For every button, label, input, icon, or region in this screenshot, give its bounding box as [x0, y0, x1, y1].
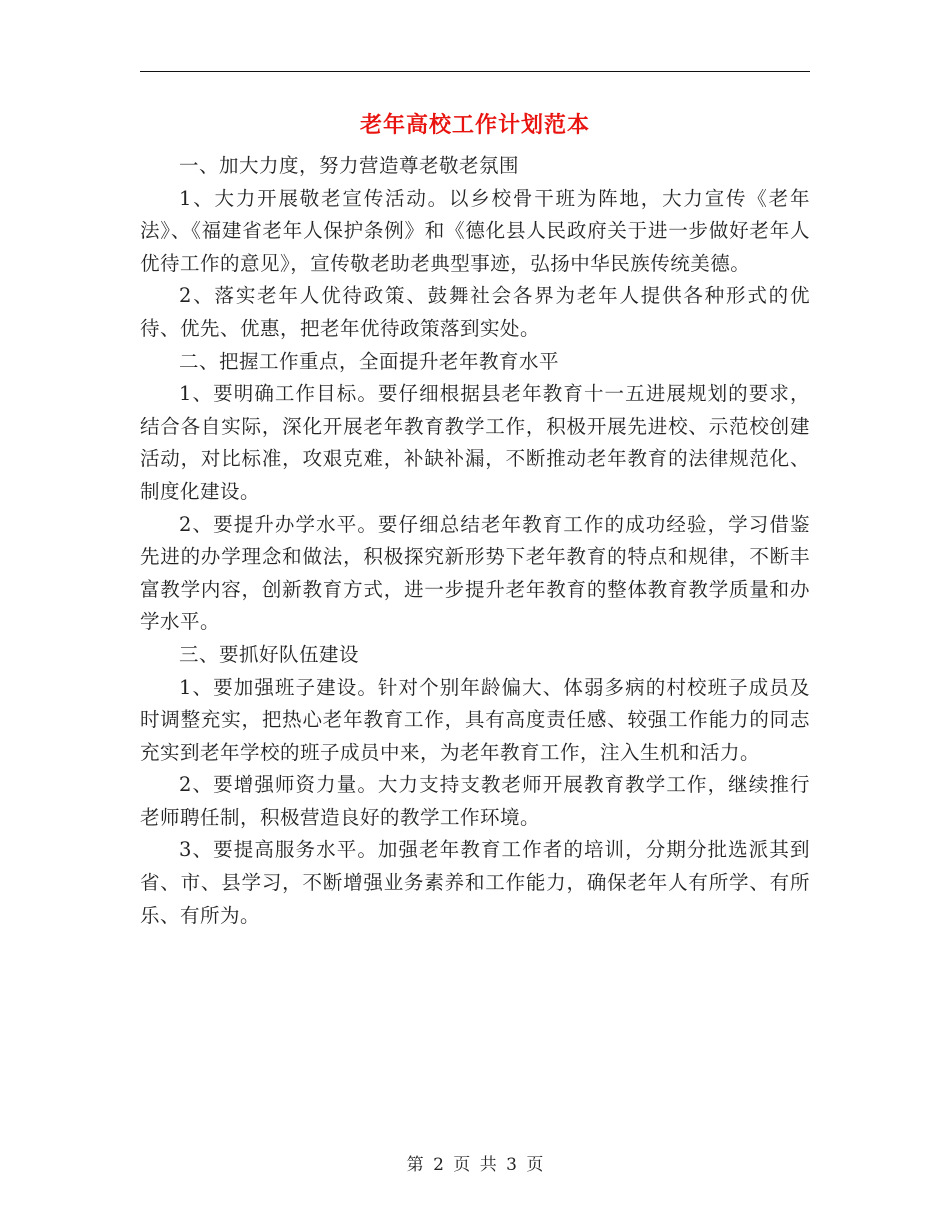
section-heading: 三、要抓好队伍建设	[179, 642, 360, 666]
body-paragraph: 3、要提高服务水平。加强老年教育工作者的培训，分期分批选派其到省、市、县学习，不断增强业务素养和工作能力，确保老年人有所学、有所乐、有所为。	[140, 838, 810, 927]
section-heading: 二、把握工作重点，全面提升老年教育水平	[179, 349, 560, 373]
body-paragraph: 1、大力开展敬老宣传活动。以乡校骨干班为阵地，大力宣传《老年法》、《福建省老年人保护条例》和《德化县人民政府关于进一步做好老年人优待工作的意见》，宣传敬老助老典型事迹，弘扬中华民族传统美德。	[140, 186, 810, 275]
body-paragraph: 2、落实老年人优待政策、鼓舞社会各界为老年人提供各种形式的优待、优先、优惠，把老年优待政策落到实处。	[140, 284, 810, 340]
body-paragraph: 2、要提升办学水平。要仔细总结老年教育工作的成功经验，学习借鉴先进的办学理念和做法，积极探究新形势下老年教育的特点和规律，不断丰富教学内容，创新教育方式，进一步提升老年教育的整体教育教学质量和办学水平。	[140, 512, 810, 634]
page-number: 第 2 页 共 3 页	[406, 1155, 544, 1175]
header-rule	[140, 71, 810, 72]
body-paragraph: 2、要增强师资力量。大力支持支教老师开展教育教学工作，继续推行老师聘任制，积极营造良好的教学工作环境。	[140, 773, 810, 829]
document-title: 老年高校工作计划范本	[359, 112, 590, 138]
body-paragraph: 1、要加强班子建设。针对个别年龄偏大、体弱多病的村校班子成员及时调整充实，把热心老年教育工作，具有高度责任感、较强工作能力的同志充实到老年学校的班子成员中来，为老年教育工作，注入生机和活力。	[140, 675, 810, 764]
document-body	[140, 150, 810, 932]
body-paragraph: 1、要明确工作目标。要仔细根据县老年教育十一五进展规划的要求，结合各自实际，深化开展老年教育教学工作，积极开展先进校、示范校创建活动，对比标准，攻艰克难，补缺补漏，不断推动老年教育的法律规范化、制度化建设。	[140, 382, 810, 503]
section-heading: 一、加大力度，努力营造尊老敬老氛围	[179, 154, 520, 177]
